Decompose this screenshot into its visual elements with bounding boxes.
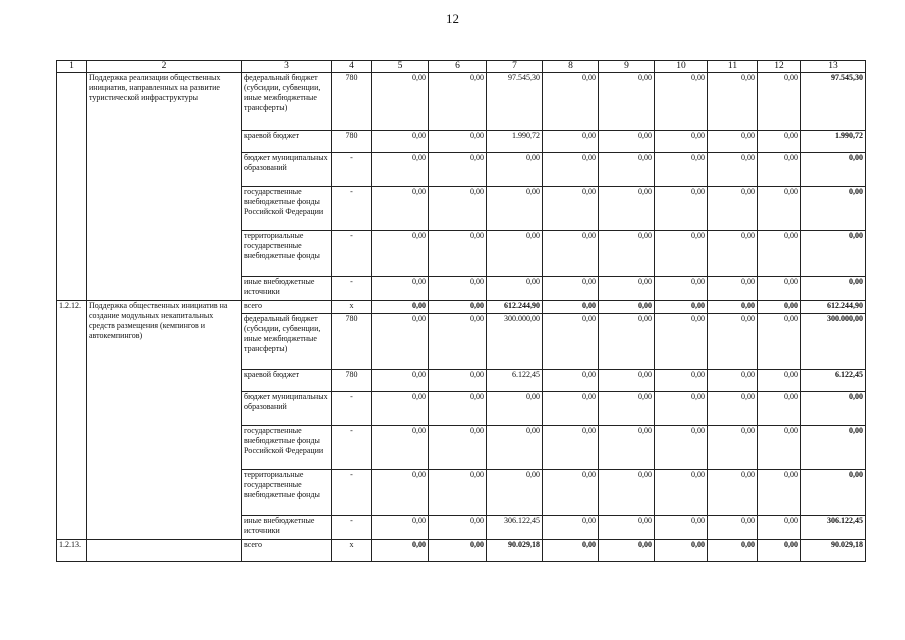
budget-code: - (332, 470, 372, 516)
funding-source: иные внебюджетные источники (242, 277, 332, 301)
header-cell: 13 (801, 61, 866, 73)
header-cell: 10 (655, 61, 708, 73)
header-cell: 9 (599, 61, 655, 73)
amount-cell: 0,00 (708, 187, 758, 231)
amount-cell: 0,00 (487, 153, 543, 187)
amount-cell: 0,00 (758, 314, 801, 370)
amount-cell: 0,00 (599, 540, 655, 562)
amount-cell: 0,00 (758, 370, 801, 392)
funding-source: бюджет муниципальных образований (242, 392, 332, 426)
amount-cell: 0,00 (372, 370, 429, 392)
amount-cell: 0,00 (801, 187, 866, 231)
amount-cell: 0,00 (599, 277, 655, 301)
funding-source: государственные внебюджетные фонды Российской Федерации (242, 187, 332, 231)
table-row (57, 301, 866, 314)
amount-cell: 0,00 (372, 516, 429, 540)
amount-cell: 0,00 (801, 470, 866, 516)
amount-cell: 6.122,45 (801, 370, 866, 392)
funding-source: всего (242, 540, 332, 562)
amount-cell: 0,00 (599, 153, 655, 187)
amount-cell: 0,00 (708, 470, 758, 516)
budget-code: - (332, 153, 372, 187)
amount-cell: 0,00 (599, 392, 655, 426)
amount-cell: 0,00 (372, 231, 429, 277)
amount-cell: 0,00 (372, 131, 429, 153)
amount-cell: 0,00 (708, 301, 758, 314)
budget-code: 780 (332, 131, 372, 153)
amount-cell: 0,00 (429, 277, 487, 301)
amount-cell: 300.000,00 (487, 314, 543, 370)
measure-name (87, 540, 242, 562)
amount-cell: 0,00 (543, 187, 599, 231)
amount-cell: 0,00 (429, 153, 487, 187)
funding-source: иные внебюджетные источники (242, 516, 332, 540)
amount-cell: 0,00 (543, 470, 599, 516)
amount-cell: 0,00 (801, 392, 866, 426)
amount-cell: 0,00 (429, 187, 487, 231)
amount-cell: 0,00 (655, 540, 708, 562)
measure-name: Поддержка общественных инициатив на создание модульных некапитальных средств размещения (кемпингов и автокемпингов) (87, 301, 242, 540)
amount-cell: 0,00 (708, 73, 758, 131)
amount-cell: 0,00 (655, 516, 708, 540)
budget-code: - (332, 231, 372, 277)
budget-code: х (332, 540, 372, 562)
funding-source: федеральный бюджет (субсидии, субвенции, иные межбюджетные трансферты) (242, 314, 332, 370)
amount-cell: 0,00 (655, 426, 708, 470)
amount-cell: 0,00 (708, 516, 758, 540)
amount-cell: 0,00 (372, 187, 429, 231)
amount-cell: 0,00 (429, 370, 487, 392)
budget-code: - (332, 516, 372, 540)
measure-name: Поддержка реализации общественных инициатив, направленных на развитие туристической инфраструктуры (87, 73, 242, 301)
header-cell: 12 (758, 61, 801, 73)
funding-source: территориальные государственные внебюджетные фонды (242, 231, 332, 277)
amount-cell: 0,00 (429, 540, 487, 562)
amount-cell: 0,00 (599, 187, 655, 231)
amount-cell: 0,00 (708, 131, 758, 153)
amount-cell: 0,00 (487, 277, 543, 301)
amount-cell: 0,00 (758, 73, 801, 131)
amount-cell: 0,00 (801, 231, 866, 277)
amount-cell: 0,00 (758, 470, 801, 516)
header-cell: 11 (708, 61, 758, 73)
amount-cell: 0,00 (655, 131, 708, 153)
amount-cell: 0,00 (543, 370, 599, 392)
page-number: 12 (446, 11, 459, 26)
amount-cell: 0,00 (429, 470, 487, 516)
amount-cell: 0,00 (543, 301, 599, 314)
item-number: 1.2.13. (57, 540, 87, 562)
budget-code: - (332, 277, 372, 301)
amount-cell: 0,00 (599, 301, 655, 314)
amount-cell: 97.545,30 (487, 73, 543, 131)
table-row (57, 540, 866, 562)
amount-cell: 0,00 (758, 277, 801, 301)
header-cell: 3 (242, 61, 332, 73)
amount-cell: 0,00 (758, 187, 801, 231)
amount-cell: 0,00 (487, 470, 543, 516)
header-cell: 4 (332, 61, 372, 73)
amount-cell: 0,00 (655, 277, 708, 301)
amount-cell: 0,00 (487, 231, 543, 277)
amount-cell: 0,00 (372, 73, 429, 131)
amount-cell: 612.244,90 (487, 301, 543, 314)
amount-cell: 0,00 (372, 540, 429, 562)
budget-code: 780 (332, 370, 372, 392)
amount-cell: 0,00 (543, 392, 599, 426)
amount-cell: 306.122,45 (487, 516, 543, 540)
amount-cell: 0,00 (599, 73, 655, 131)
amount-cell: 0,00 (429, 73, 487, 131)
amount-cell: 612.244,90 (801, 301, 866, 314)
amount-cell: 0,00 (372, 301, 429, 314)
amount-cell: 0,00 (372, 153, 429, 187)
funding-source: краевой бюджет (242, 131, 332, 153)
amount-cell: 0,00 (758, 231, 801, 277)
amount-cell: 0,00 (372, 314, 429, 370)
amount-cell: 0,00 (801, 426, 866, 470)
amount-cell: 300.000,00 (801, 314, 866, 370)
header-cell: 6 (429, 61, 487, 73)
amount-cell: 0,00 (655, 153, 708, 187)
budget-code: - (332, 187, 372, 231)
amount-cell: 0,00 (655, 231, 708, 277)
header-cell: 7 (487, 61, 543, 73)
amount-cell: 0,00 (599, 231, 655, 277)
amount-cell: 0,00 (429, 301, 487, 314)
amount-cell: 0,00 (655, 187, 708, 231)
header-cell: 8 (543, 61, 599, 73)
amount-cell: 0,00 (655, 301, 708, 314)
funding-source: всего (242, 301, 332, 314)
amount-cell: 0,00 (655, 470, 708, 516)
item-number: 1.2.12. (57, 301, 87, 540)
amount-cell: 0,00 (599, 470, 655, 516)
amount-cell: 90.029,18 (801, 540, 866, 562)
amount-cell: 0,00 (758, 426, 801, 470)
amount-cell: 0,00 (429, 131, 487, 153)
funding-source: краевой бюджет (242, 370, 332, 392)
amount-cell: 0,00 (708, 540, 758, 562)
funding-source: территориальные государственные внебюджетные фонды (242, 470, 332, 516)
amount-cell: 0,00 (655, 370, 708, 392)
amount-cell: 0,00 (429, 314, 487, 370)
amount-cell: 0,00 (543, 426, 599, 470)
amount-cell: 0,00 (599, 314, 655, 370)
table-row (57, 73, 866, 131)
funding-source: федеральный бюджет (субсидии, субвенции, иные межбюджетные трансферты) (242, 73, 332, 131)
amount-cell: 0,00 (487, 392, 543, 426)
amount-cell: 0,00 (655, 73, 708, 131)
amount-cell: 0,00 (487, 426, 543, 470)
amount-cell: 0,00 (758, 540, 801, 562)
funding-source: государственные внебюджетные фонды Российской Федерации (242, 426, 332, 470)
amount-cell: 0,00 (429, 231, 487, 277)
amount-cell: 0,00 (708, 231, 758, 277)
amount-cell: 0,00 (429, 426, 487, 470)
amount-cell: 6.122,45 (487, 370, 543, 392)
amount-cell: 0,00 (801, 153, 866, 187)
budget-code: - (332, 426, 372, 470)
amount-cell: 0,00 (372, 277, 429, 301)
amount-cell: 0,00 (543, 131, 599, 153)
budget-code: - (332, 392, 372, 426)
item-number (57, 73, 87, 301)
header-cell: 5 (372, 61, 429, 73)
amount-cell: 0,00 (758, 516, 801, 540)
amount-cell: 0,00 (372, 392, 429, 426)
amount-cell: 0,00 (599, 370, 655, 392)
budget-table (56, 60, 866, 562)
amount-cell: 0,00 (758, 301, 801, 314)
amount-cell: 0,00 (543, 231, 599, 277)
header-cell: 2 (87, 61, 242, 73)
amount-cell: 0,00 (543, 153, 599, 187)
amount-cell: 0,00 (599, 426, 655, 470)
amount-cell: 0,00 (708, 426, 758, 470)
amount-cell: 0,00 (708, 277, 758, 301)
amount-cell: 0,00 (758, 153, 801, 187)
amount-cell: 0,00 (758, 131, 801, 153)
amount-cell: 0,00 (655, 392, 708, 426)
budget-code: х (332, 301, 372, 314)
amount-cell: 0,00 (655, 314, 708, 370)
amount-cell: 0,00 (708, 314, 758, 370)
amount-cell: 0,00 (543, 516, 599, 540)
amount-cell: 0,00 (801, 277, 866, 301)
amount-cell: 90.029,18 (487, 540, 543, 562)
amount-cell: 0,00 (599, 516, 655, 540)
amount-cell: 97.545,30 (801, 73, 866, 131)
budget-code: 780 (332, 73, 372, 131)
amount-cell: 0,00 (758, 392, 801, 426)
header-cell: 1 (57, 61, 87, 73)
amount-cell: 0,00 (543, 540, 599, 562)
amount-cell: 0,00 (429, 516, 487, 540)
amount-cell: 306.122,45 (801, 516, 866, 540)
amount-cell: 0,00 (487, 187, 543, 231)
funding-source: бюджет муниципальных образований (242, 153, 332, 187)
amount-cell: 0,00 (543, 314, 599, 370)
header-row (57, 61, 866, 73)
amount-cell: 0,00 (372, 426, 429, 470)
amount-cell: 0,00 (599, 131, 655, 153)
amount-cell: 0,00 (708, 370, 758, 392)
amount-cell: 0,00 (429, 392, 487, 426)
amount-cell: 1.990,72 (801, 131, 866, 153)
amount-cell: 1.990,72 (487, 131, 543, 153)
amount-cell: 0,00 (708, 153, 758, 187)
amount-cell: 0,00 (708, 392, 758, 426)
amount-cell: 0,00 (372, 470, 429, 516)
amount-cell: 0,00 (543, 73, 599, 131)
amount-cell: 0,00 (543, 277, 599, 301)
budget-code: 780 (332, 314, 372, 370)
